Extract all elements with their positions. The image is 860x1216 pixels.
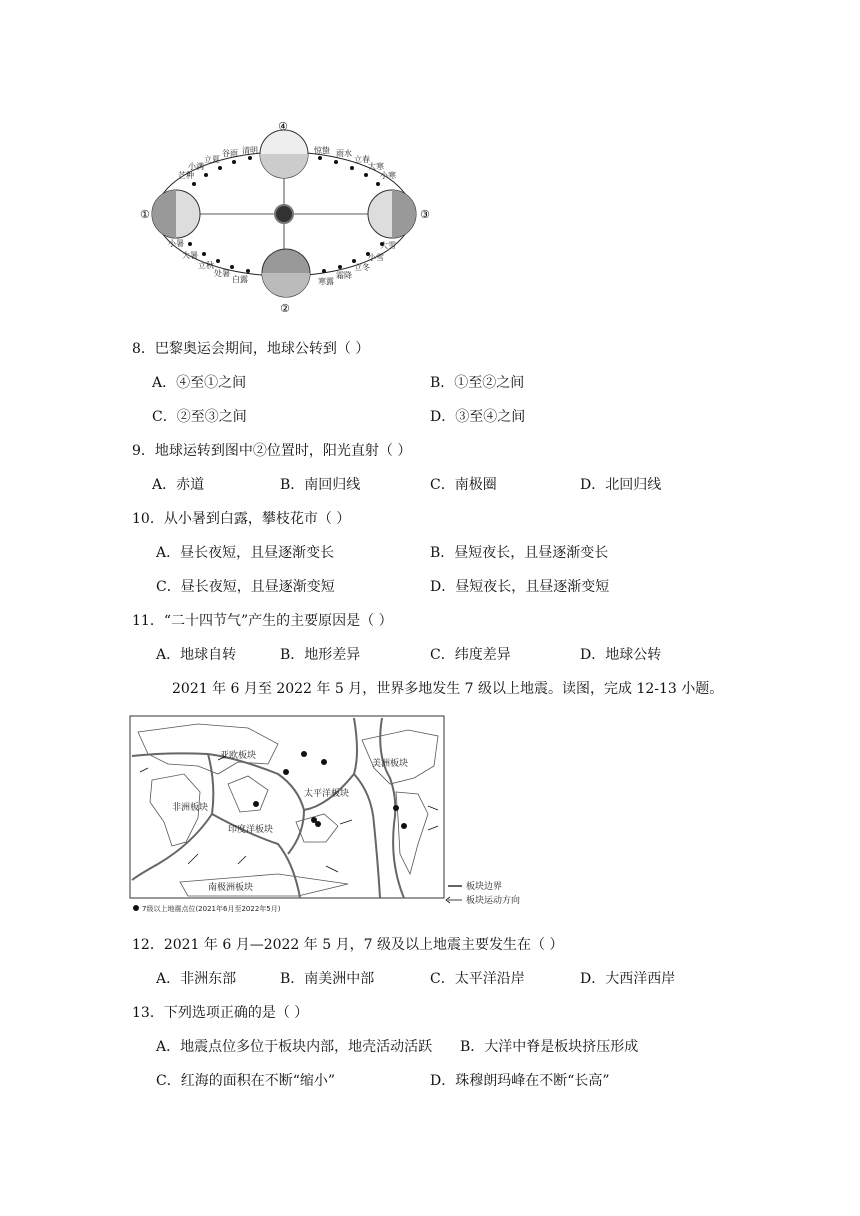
plate-label-america: 美洲板块 [372,759,409,769]
term: 处暑 [214,269,230,278]
option-10c: C．昼长夜短，且昼逐渐变短 [156,579,335,595]
option-11a: A．地球自转 [156,647,237,663]
plate-label-eurasia: 亚欧板块 [220,751,257,761]
option-13c: C．红海的面积在不断“缩小” [156,1073,336,1089]
option-9b: B．南回归线 [280,477,361,493]
question-11: 11．“二十四节气”产生的主要原因是（ ） [132,613,393,629]
option-11c: C．纬度差异 [430,647,511,663]
term: 立秋 [198,261,214,270]
term: 立春 [354,155,370,164]
option-13d: D．珠穆朗玛峰在不断“长高” [430,1073,610,1089]
option-8d: D．③至④之间 [430,409,526,425]
option-10a: A．昼长夜短，且昼逐渐变长 [156,545,335,561]
option-11b: B．地形差异 [280,647,361,663]
plate-label-indian: 印度洋板块 [228,825,274,835]
earth-position-1 [152,190,200,238]
plate-label-africa: 非洲板块 [172,803,209,813]
sun-icon [275,205,293,223]
term: 大雪 [380,241,396,250]
plate-label-pacific: 太平洋板块 [304,789,350,799]
option-13a: A．地震点位多位于板块内部，地壳活动活跃 [156,1039,433,1055]
term: 小暑 [168,239,184,248]
option-8b: B．①至②之间 [430,375,525,391]
position-label-4: ④ [278,120,288,133]
option-9d: D．北回归线 [580,477,662,493]
term: 清明 [242,146,258,155]
option-10d: D．昼短夜长，且昼逐渐变短 [430,579,610,595]
term: 霜降 [336,271,352,280]
option-9a: A．赤道 [152,477,205,493]
term: 大寒 [368,162,384,171]
term: 大暑 [182,251,198,260]
option-12a: A．非洲东部 [156,971,237,987]
term: 雨水 [336,149,352,158]
earth-position-3 [368,190,416,238]
option-8a: A．④至①之间 [152,375,247,391]
option-10b: B．昼短夜长，且昼逐渐变长 [430,545,609,561]
legend-motion: 板块运动方向 [466,896,521,906]
option-8c: C．②至③之间 [152,409,247,425]
term: 小寒 [380,171,396,180]
term: 惊蛰 [314,146,330,155]
term: 立夏 [204,155,220,164]
term: 芒种 [178,171,194,180]
position-label-2: ② [280,302,290,315]
option-13b: B．大洋中脊是板块挤压形成 [460,1039,639,1055]
plate-map [128,714,548,914]
position-label-3: ③ [420,208,430,221]
question-9: 9．地球运转到图中②位置时，阳光直射（ ） [132,443,412,459]
earth-orbit-diagram [128,118,440,318]
question-12: 12．2021 年 6 月—2022 年 5 月，7 级及以上地震主要发生在（ ） [132,937,564,953]
term: 寒露 [318,277,334,286]
question-10: 10．从小暑到白露，攀枝花市（ ） [132,511,351,527]
earth-position-4 [260,130,308,178]
question-13: 13．下列选项正确的是（ ） [132,1005,309,1021]
term: 立冬 [354,263,370,272]
legend-quake: 7级以上地震点位(2021年6月至2022年5月) [142,905,281,913]
term: 谷雨 [222,149,238,158]
option-9c: C．南极圈 [430,477,497,493]
plate-label-antarctic: 南极洲板块 [208,883,254,893]
section-intro: 2021 年 6 月至 2022 年 5 月，世界多地发生 7 级以上地震。读图，完成 12-13 小题。 [172,681,724,697]
term: 小雪 [368,253,384,262]
question-8: 8．巴黎奥运会期间，地球公转到（ ） [132,341,370,357]
option-12b: B．南美洲中部 [280,971,375,987]
option-11d: D．地球公转 [580,647,662,663]
option-12c: C．太平洋沿岸 [430,971,525,987]
position-label-1: ① [140,208,150,221]
legend-boundary: 板块边界 [466,882,503,892]
term: 白露 [232,275,248,284]
term: 小满 [188,162,204,171]
option-12d: D．大西洋西岸 [580,971,676,987]
earth-position-2 [262,249,310,297]
